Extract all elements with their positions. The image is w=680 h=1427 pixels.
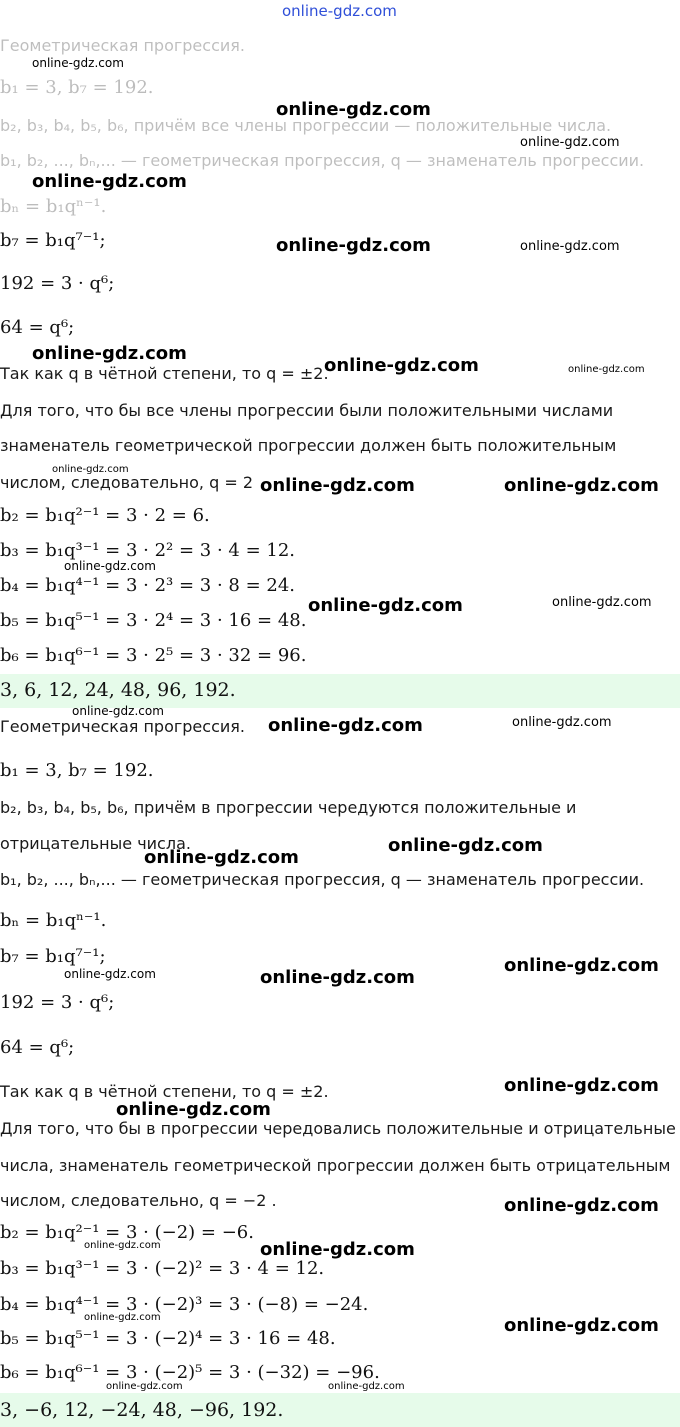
watermark: online-gdz.com xyxy=(504,1075,659,1096)
q-value-text: Так как q в чётной степени, то q = ±2. xyxy=(0,364,329,383)
watermark: online-gdz.com xyxy=(32,56,124,70)
answer-2: 3, −6, 12, −24, 48, −96, 192. xyxy=(0,1399,284,1421)
calc-b3: b₃ = b₁q³⁻¹ = 3 · 2² = 3 · 4 = 12. xyxy=(0,540,296,561)
answer-1: 3, 6, 12, 24, 48, 96, 192. xyxy=(0,679,236,701)
watermark: online-gdz.com xyxy=(504,475,659,496)
q-value-text-2: Так как q в чётной степени, то q = ±2. xyxy=(0,1082,329,1101)
watermark: online-gdz.com xyxy=(64,559,156,573)
watermark: online-gdz.com xyxy=(260,967,415,988)
equation-64: 64 = q⁶; xyxy=(0,317,75,338)
equation-192: 192 = 3 · q⁶; xyxy=(0,273,115,294)
given-values-2: b₁ = 3, b₇ = 192. xyxy=(0,760,154,781)
explanation-2-line-2: числа, знаменатель геометрической прогрессии должен быть отрицательным xyxy=(0,1156,671,1175)
explanation-line-1: Для того, что бы все члены прогрессии были положительными числами xyxy=(0,401,614,420)
watermark: online-gdz.com xyxy=(504,1195,659,1216)
watermark: online-gdz.com xyxy=(568,364,645,375)
explanation-line-2: знаменатель геометрической прогрессии должен быть положительным xyxy=(0,436,617,455)
watermark: online-gdz.com xyxy=(144,847,299,868)
watermark: online-gdz.com xyxy=(72,704,164,718)
watermark: online-gdz.com xyxy=(32,343,187,364)
watermark: online-gdz.com xyxy=(116,1099,271,1120)
watermark: online-gdz.com xyxy=(504,955,659,976)
watermark: online-gdz.com xyxy=(308,595,463,616)
watermark: online-gdz.com xyxy=(552,595,652,610)
watermark: online-gdz.com xyxy=(84,1312,161,1323)
calc-b6: b₆ = b₁q⁶⁻¹ = 3 · 2⁵ = 3 · 32 = 96. xyxy=(0,645,307,666)
watermark: online-gdz.com xyxy=(512,715,612,730)
formula-b7: b₇ = b₁q⁷⁻¹; xyxy=(0,230,106,251)
site-header[interactable]: online-gdz.com xyxy=(282,2,397,20)
calc-b2: b₂ = b₁q²⁻¹ = 3 · 2 = 6. xyxy=(0,505,210,526)
watermark: online-gdz.com xyxy=(268,715,423,736)
watermark: online-gdz.com xyxy=(106,1381,183,1392)
section-title-2: Геометрическая прогрессия. xyxy=(0,717,245,736)
watermark: online-gdz.com xyxy=(276,99,431,120)
condition-text: b₂, b₃, b₄, b₅, b₆, причём все члены прогрессии — положительные числа. xyxy=(0,116,612,135)
watermark: online-gdz.com xyxy=(84,1240,161,1251)
explanation-2-line-1: Для того, что бы в прогрессии чередовались положительные и отрицательные xyxy=(0,1119,676,1138)
watermark: online-gdz.com xyxy=(276,235,431,256)
equation-192-2: 192 = 3 · q⁶; xyxy=(0,992,115,1013)
watermark: online-gdz.com xyxy=(64,967,156,981)
calc-2-b4: b₄ = b₁q⁴⁻¹ = 3 · (−2)³ = 3 · (−8) = −24. xyxy=(0,1294,369,1315)
equation-64-2: 64 = q⁶; xyxy=(0,1037,75,1058)
formula-general: bₙ = b₁qⁿ⁻¹. xyxy=(0,196,107,217)
watermark: online-gdz.com xyxy=(260,1239,415,1260)
watermark: online-gdz.com xyxy=(504,1315,659,1336)
watermark: online-gdz.com xyxy=(520,239,620,254)
calc-2-b5: b₅ = b₁q⁵⁻¹ = 3 · (−2)⁴ = 3 · 16 = 48. xyxy=(0,1328,336,1349)
formula-general-2: bₙ = b₁qⁿ⁻¹. xyxy=(0,910,107,931)
calc-b5: b₅ = b₁q⁵⁻¹ = 3 · 2⁴ = 3 · 16 = 48. xyxy=(0,610,307,631)
formula-b7-2: b₇ = b₁q⁷⁻¹; xyxy=(0,946,106,967)
watermark: online-gdz.com xyxy=(260,475,415,496)
watermark: online-gdz.com xyxy=(520,135,620,150)
definition-text: b₁, b₂, ..., bₙ,... — геометрическая прогрессия, q — знаменатель прогрессии. xyxy=(0,151,645,170)
watermark: online-gdz.com xyxy=(52,464,129,475)
explanation-line-3: числом, следовательно, q = 2 xyxy=(0,473,254,492)
condition-text-2: b₂, b₃, b₄, b₅, b₆, причём в прогрессии чередуются положительные и xyxy=(0,798,577,817)
watermark: online-gdz.com xyxy=(328,1381,405,1392)
calc-2-b6: b₆ = b₁q⁶⁻¹ = 3 · (−2)⁵ = 3 · (−32) = −96. xyxy=(0,1362,380,1383)
calc-b4: b₄ = b₁q⁴⁻¹ = 3 · 2³ = 3 · 8 = 24. xyxy=(0,575,296,596)
given-values: b₁ = 3, b₇ = 192. xyxy=(0,77,154,98)
watermark: online-gdz.com xyxy=(324,355,479,376)
watermark: online-gdz.com xyxy=(32,171,187,192)
condition-text-2b: отрицательные числа. xyxy=(0,834,191,853)
explanation-2-line-3: числом, следовательно, q = −2 . xyxy=(0,1191,277,1210)
watermark: online-gdz.com xyxy=(388,835,543,856)
section-title: Геометрическая прогрессия. xyxy=(0,36,245,55)
calc-2-b2: b₂ = b₁q²⁻¹ = 3 · (−2) = −6. xyxy=(0,1222,254,1243)
definition-text-2: b₁, b₂, ..., bₙ,... — геометрическая прогрессия, q — знаменатель прогрессии. xyxy=(0,870,645,889)
calc-2-b3: b₃ = b₁q³⁻¹ = 3 · (−2)² = 3 · 4 = 12. xyxy=(0,1258,325,1279)
